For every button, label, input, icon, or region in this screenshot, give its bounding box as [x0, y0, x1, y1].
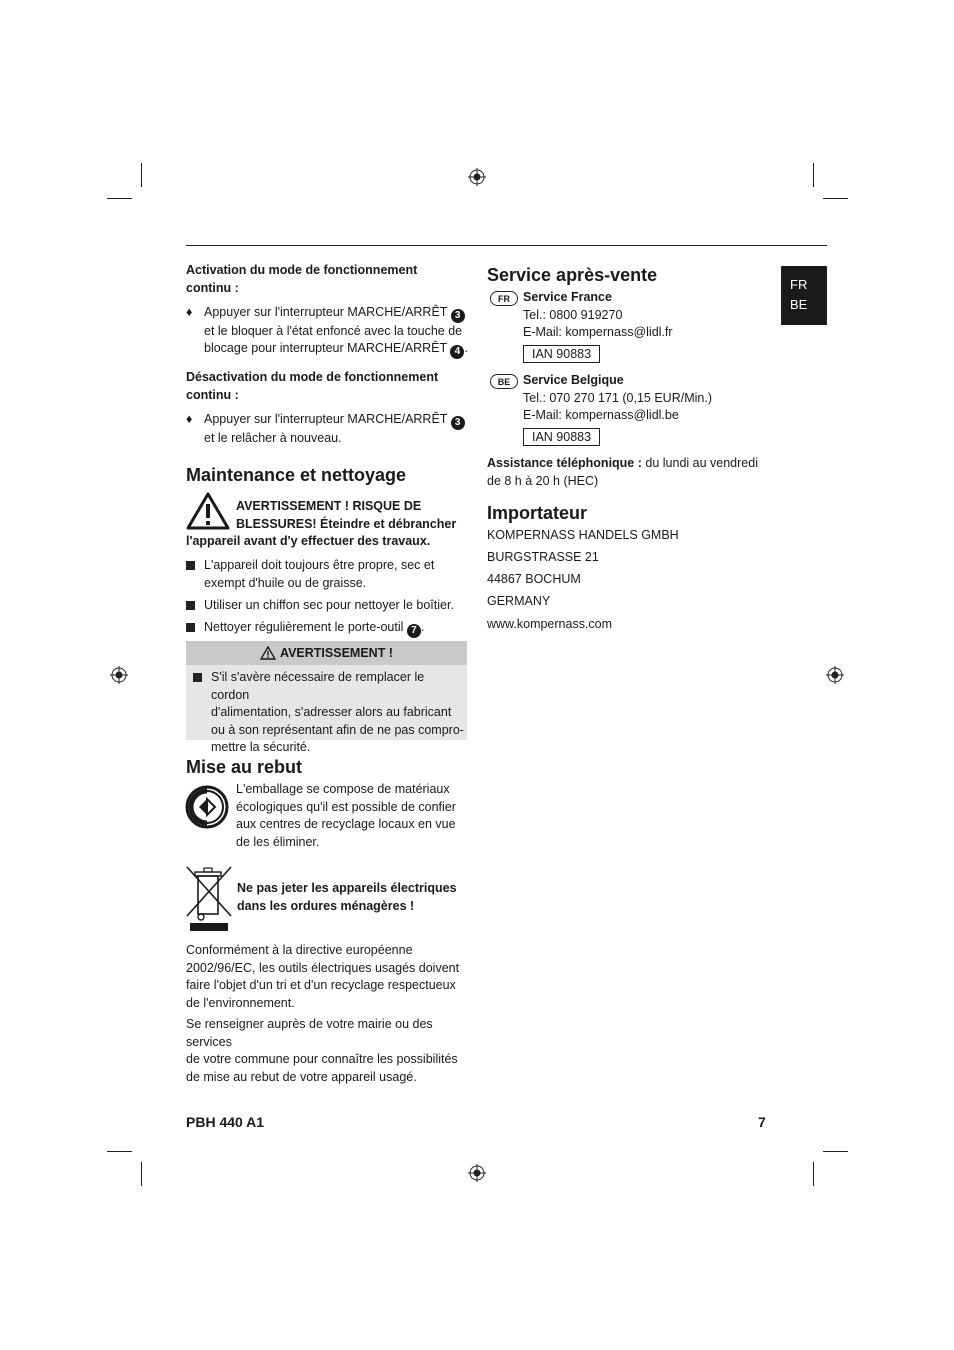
email-link[interactable]: E-Mail: kompernass@lidl.be: [523, 408, 679, 422]
list-item: L'appareil doit toujours être propre, sec et exempt d'huile ou de graisse.: [186, 557, 476, 592]
hotline-info: Assistance téléphonique : du lundi au vendredi de 8 h à 20 h (HEC): [487, 456, 758, 488]
service-belgique: Service Belgique Tel.: 070 270 171 (0,15 EUR/Min.) E-Mail: kompernass@lidl.be: [523, 372, 783, 425]
registration-mark-icon: [468, 168, 486, 186]
crop-mark: [107, 198, 132, 199]
warning-box: [186, 641, 467, 754]
square-bullet-icon: [186, 561, 195, 570]
header-rule: [186, 245, 827, 246]
square-bullet-icon: [186, 601, 195, 610]
ian-box: IAN 90883: [523, 428, 600, 446]
list-item: Utiliser un chiffon sec pour nettoyer le boîtier.: [186, 597, 476, 616]
crop-mark: [813, 163, 814, 187]
country-badge-fr: FR: [490, 291, 518, 306]
service-france: Service France Tel.: 0800 919270 E-Mail: kompernass@lidl.fr: [523, 289, 773, 342]
crossed-out-bin-icon: [186, 866, 232, 932]
section-title-maintenance: Maintenance et nettoyage: [186, 465, 407, 485]
section-title-importer: Importateur: [487, 503, 588, 523]
language-code-fr: FR: [790, 277, 808, 292]
country-badge-be: BE: [490, 374, 518, 389]
deactivation-heading: Désactivation du mode de fonctionnement continu :: [186, 370, 439, 402]
diamond-bullet-icon: ♦: [186, 305, 193, 319]
activation-heading: Activation du mode de fonctionnement continu :: [186, 263, 418, 295]
registration-mark-icon: [826, 666, 844, 684]
registration-mark-icon: [110, 666, 128, 684]
importer-address-line: BURGSTRASSE 21: [487, 550, 599, 564]
page-number: 7: [758, 1114, 766, 1130]
warning-text: AVERTISSEMENT ! RISQUE DE BLESSURES! Éteindre et débrancher: [236, 499, 457, 531]
crop-mark: [141, 1162, 142, 1186]
language-tab: [781, 266, 827, 325]
callout-number: 4: [450, 345, 464, 359]
language-code-be: BE: [790, 297, 808, 312]
packaging-text: L'emballage se compose de matériaux écologiques qu'il est possible de confier aux centres de recyclage locaux en vue de les éliminer.: [236, 782, 456, 849]
list-item: ♦ Appuyer sur l'interrupteur MARCHE/ARRÊT 3 et le relâcher à nouveau.: [186, 411, 476, 447]
importer-address-line: 44867 BOCHUM: [487, 572, 581, 586]
crop-mark: [823, 1151, 848, 1152]
callout-number: 7: [407, 624, 421, 638]
warning-triangle-icon: [186, 492, 230, 530]
list-item: Nettoyer régulièrement le porte-outil 7 .: [186, 619, 476, 638]
website-link[interactable]: www.kompernass.com: [487, 617, 613, 631]
square-bullet-icon: [193, 673, 202, 682]
crop-mark: [823, 198, 848, 199]
email-link[interactable]: E-Mail: kompernass@lidl.fr: [523, 325, 673, 339]
registration-mark-icon: [468, 1164, 486, 1182]
list-item: ♦ Appuyer sur l'interrupteur MARCHE/ARRÊT 3 et le bloquer à l'état enfoncé avec la touche de blocage pour interrupteur MARCHE/ARRÊT 4 .: [186, 305, 468, 358]
callout-number: 3: [451, 416, 465, 430]
crop-mark: [813, 1162, 814, 1186]
importer-address-line: GERMANY: [487, 594, 551, 608]
importer-address-line: KOMPERNASS HANDELS GMBH: [487, 528, 679, 542]
warning-box-header: AVERTISSEMENT !: [186, 641, 467, 665]
list-item: S'il s'avère nécessaire de remplacer le cordon d'alimentation, s'adresser alors au fabricant ou à son représentant afin de ne pas compro- mettre la sécurité.: [193, 669, 465, 757]
callout-number: 3: [451, 309, 465, 323]
crop-mark: [107, 1151, 132, 1152]
section-title-service: Service après-vente: [487, 265, 658, 285]
ian-box: IAN 90883: [523, 345, 600, 363]
warning-triangle-icon: [260, 646, 276, 660]
municipality-paragraph: Se renseigner auprès de votre mairie ou des services de votre commune pour connaître les possibilités de mise au rebut de votre appareil usagé.: [186, 1017, 458, 1084]
green-dot-recycling-icon: [185, 785, 229, 829]
weee-notice: Ne pas jeter les appareils électriques dans les ordures ménagères !: [237, 881, 457, 913]
directive-paragraph: Conformément à la directive européenne 2002/96/EC, les outils électriques usagés doivent faire l'objet d'un tri et d'un recyclage respectueux de l'environnement.: [186, 943, 460, 1010]
crop-mark: [141, 163, 142, 187]
square-bullet-icon: [186, 623, 195, 632]
footer-model: PBH 440 A1: [186, 1114, 265, 1130]
warning-text-line3: l'appareil avant d'y effectuer des travaux.: [186, 534, 431, 548]
section-title-disposal: Mise au rebut: [186, 757, 303, 777]
diamond-bullet-icon: ♦: [186, 412, 193, 426]
